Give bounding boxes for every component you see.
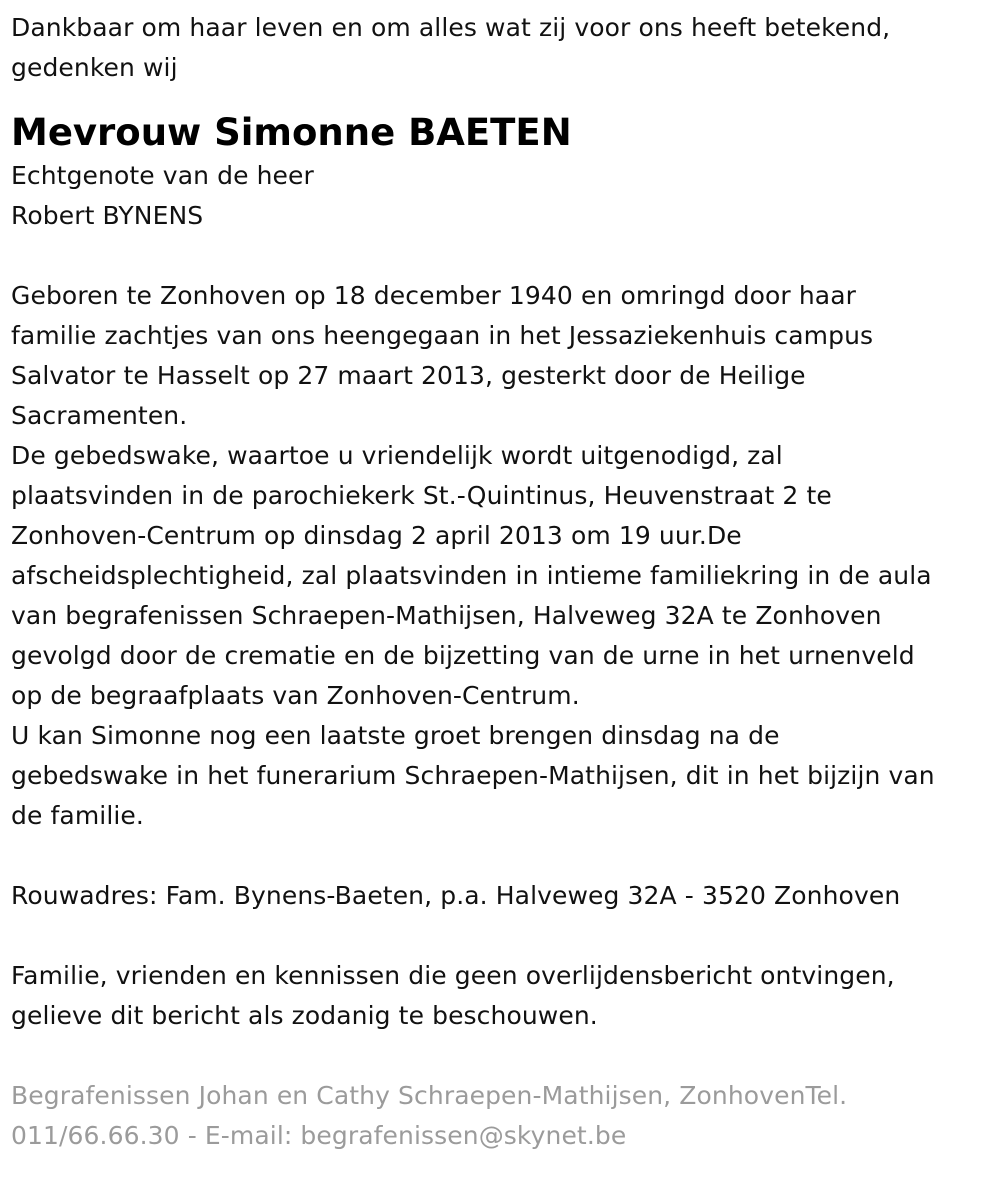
body-line: Zonhoven-Centrum op dinsdag 2 april 2013 om 19 uur.De: [11, 521, 742, 550]
intro-text: [11, 8, 990, 88]
body-line: Salvator te Hasselt op 27 maart 2013, gesterkt door de Heilige: [11, 361, 806, 390]
body-line: afscheidsplechtigheid, zal plaatsvinden in intieme familiekring in de aula: [11, 561, 932, 590]
spouse-text: [11, 156, 990, 236]
notice-line-2: gelieve dit bericht als zodanig te beschouwen.: [11, 1001, 598, 1030]
body-line: op de begraafplaats van Zonhoven-Centrum.: [11, 681, 580, 710]
body-line: plaatsvinden in de parochiekerk St.-Quintinus, Heuvenstraat 2 te: [11, 481, 832, 510]
mourning-address: [11, 876, 990, 916]
spacer: [11, 236, 990, 276]
footer-line-2: 011/66.66.30 - E-mail: begrafenissen@skynet.be: [11, 1121, 627, 1150]
spacer: [11, 836, 990, 876]
notice-line-1: Familie, vrienden en kennissen die geen overlijdensbericht ontvingen,: [11, 961, 895, 990]
spacer: [11, 1036, 990, 1076]
intro-line-2: gedenken wij: [11, 53, 178, 82]
body-line: gevolgd door de crematie en de bijzetting van de urne in het urnenveld: [11, 641, 915, 670]
deceased-name: Mevrouw Simonne BAETEN: [11, 111, 572, 154]
funeral-home-footer: [11, 1076, 990, 1156]
body-line: de familie.: [11, 801, 144, 830]
body-line: Sacramenten.: [11, 401, 188, 430]
body-line: familie zachtjes van ons heengegaan in het Jessaziekenhuis campus: [11, 321, 874, 350]
spouse-line-1: Echtgenote van de heer: [11, 161, 314, 190]
address-line: Rouwadres: Fam. Bynens-Baeten, p.a. Halveweg 32A - 3520 Zonhoven: [11, 881, 901, 910]
body-line: gebedswake in het funerarium Schraepen-Mathijsen, dit in het bijzijn van: [11, 761, 935, 790]
intro-line-1: Dankbaar om haar leven en om alles wat zij voor ons heeft betekend,: [11, 13, 891, 42]
body-text: [11, 276, 990, 836]
body-line: De gebedswake, waartoe u vriendelijk wordt uitgenodigd, zal: [11, 441, 783, 470]
notice-text: [11, 956, 990, 1036]
body-line: van begrafenissen Schraepen-Mathijsen, Halveweg 32A te Zonhoven: [11, 601, 882, 630]
body-line: U kan Simonne nog een laatste groet brengen dinsdag na de: [11, 721, 780, 750]
body-line: Geboren te Zonhoven op 18 december 1940 en omringd door haar: [11, 281, 856, 310]
spacer: [11, 916, 990, 956]
spouse-line-2: Robert BYNENS: [11, 201, 204, 230]
footer-line-1: Begrafenissen Johan en Cathy Schraepen-Mathijsen, ZonhovenTel.: [11, 1081, 848, 1110]
